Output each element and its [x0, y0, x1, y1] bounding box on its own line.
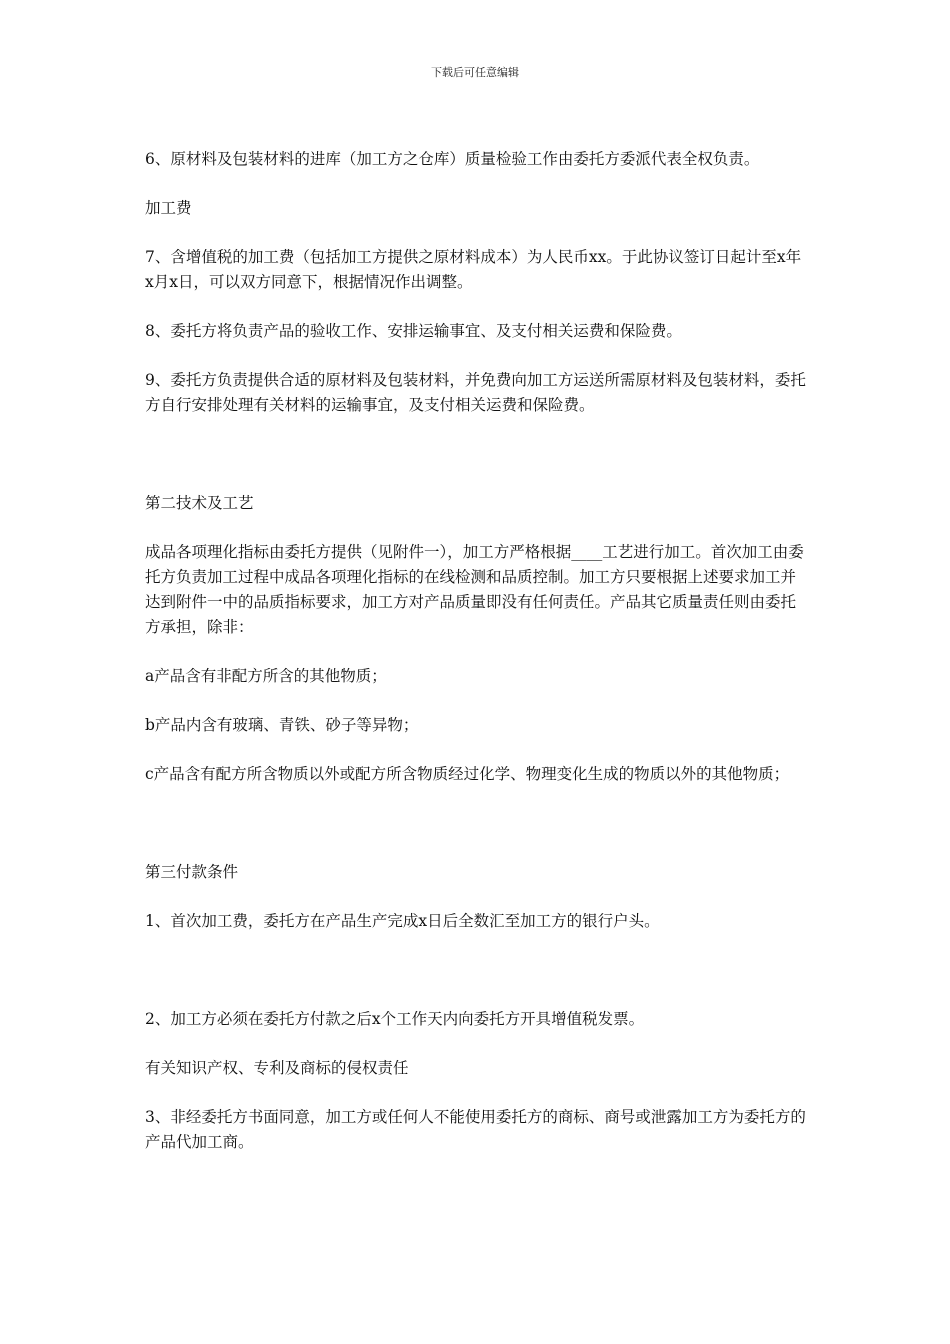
document-body	[145, 147, 809, 1155]
clause-6: 6、原材料及包装材料的进库（加工方之仓库）质量检验工作由委托方委派代表全权负责。	[145, 150, 760, 168]
clause-9: 9、委托方负责提供合适的原材料及包装材料，并免费向加工方运送所需原材料及包装材料，委托方自行安排处理有关材料的运输事宜，及支付相关运费和保险费。	[145, 371, 806, 414]
tech-paragraph: 成品各项理化指标由委托方提供（见附件一），加工方严格根据____工艺进行加工。首次加工由委托方负责加工过程中成品各项理化指标的在线检测和品质控制。加工方只要根据上述要求加工并达到附件一中的品质指标要求，加工方对产品质量即没有任何责任。产品其它质量责任则由委托方承担，除非：	[145, 543, 804, 636]
payment-clause-2: 2、加工方必须在委托方付款之后x个工作天内向委托方开具增值税发票。	[145, 1010, 645, 1028]
heading-processing-fee: 加工费	[145, 199, 192, 217]
clause-7: 7、含增值税的加工费（包括加工方提供之原材料成本）为人民币xx。于此协议签订日起计至x年x月x日，可以双方同意下，根据情况作出调整。	[145, 248, 802, 291]
exception-item-c: c产品含有配方所含物质以外或配方所含物质经过化学、物理变化生成的物质以外的其他物质；	[145, 765, 790, 783]
clause-8: 8、委托方将负责产品的验收工作、安排运输事宜、及支付相关运费和保险费。	[145, 322, 682, 340]
exception-item-a: a产品含有非配方所含的其他物质；	[145, 667, 387, 685]
exception-item-b: b产品内含有玻璃、青铁、砂子等异物；	[145, 716, 419, 734]
ip-clause-3: 3、非经委托方书面同意，加工方或任何人不能使用委托方的商标、商号或泄露加工方为委托方的产品代加工商。	[145, 1108, 806, 1151]
heading-section-2: 第二技术及工艺	[145, 494, 254, 512]
header-note: 下载后可任意编辑	[431, 66, 519, 79]
heading-section-3: 第三付款条件	[145, 863, 239, 881]
heading-ip-liability: 有关知识产权、专利及商标的侵权责任	[145, 1059, 409, 1077]
payment-clause-1: 1、首次加工费，委托方在产品生产完成x日后全数汇至加工方的银行户头。	[145, 912, 660, 930]
